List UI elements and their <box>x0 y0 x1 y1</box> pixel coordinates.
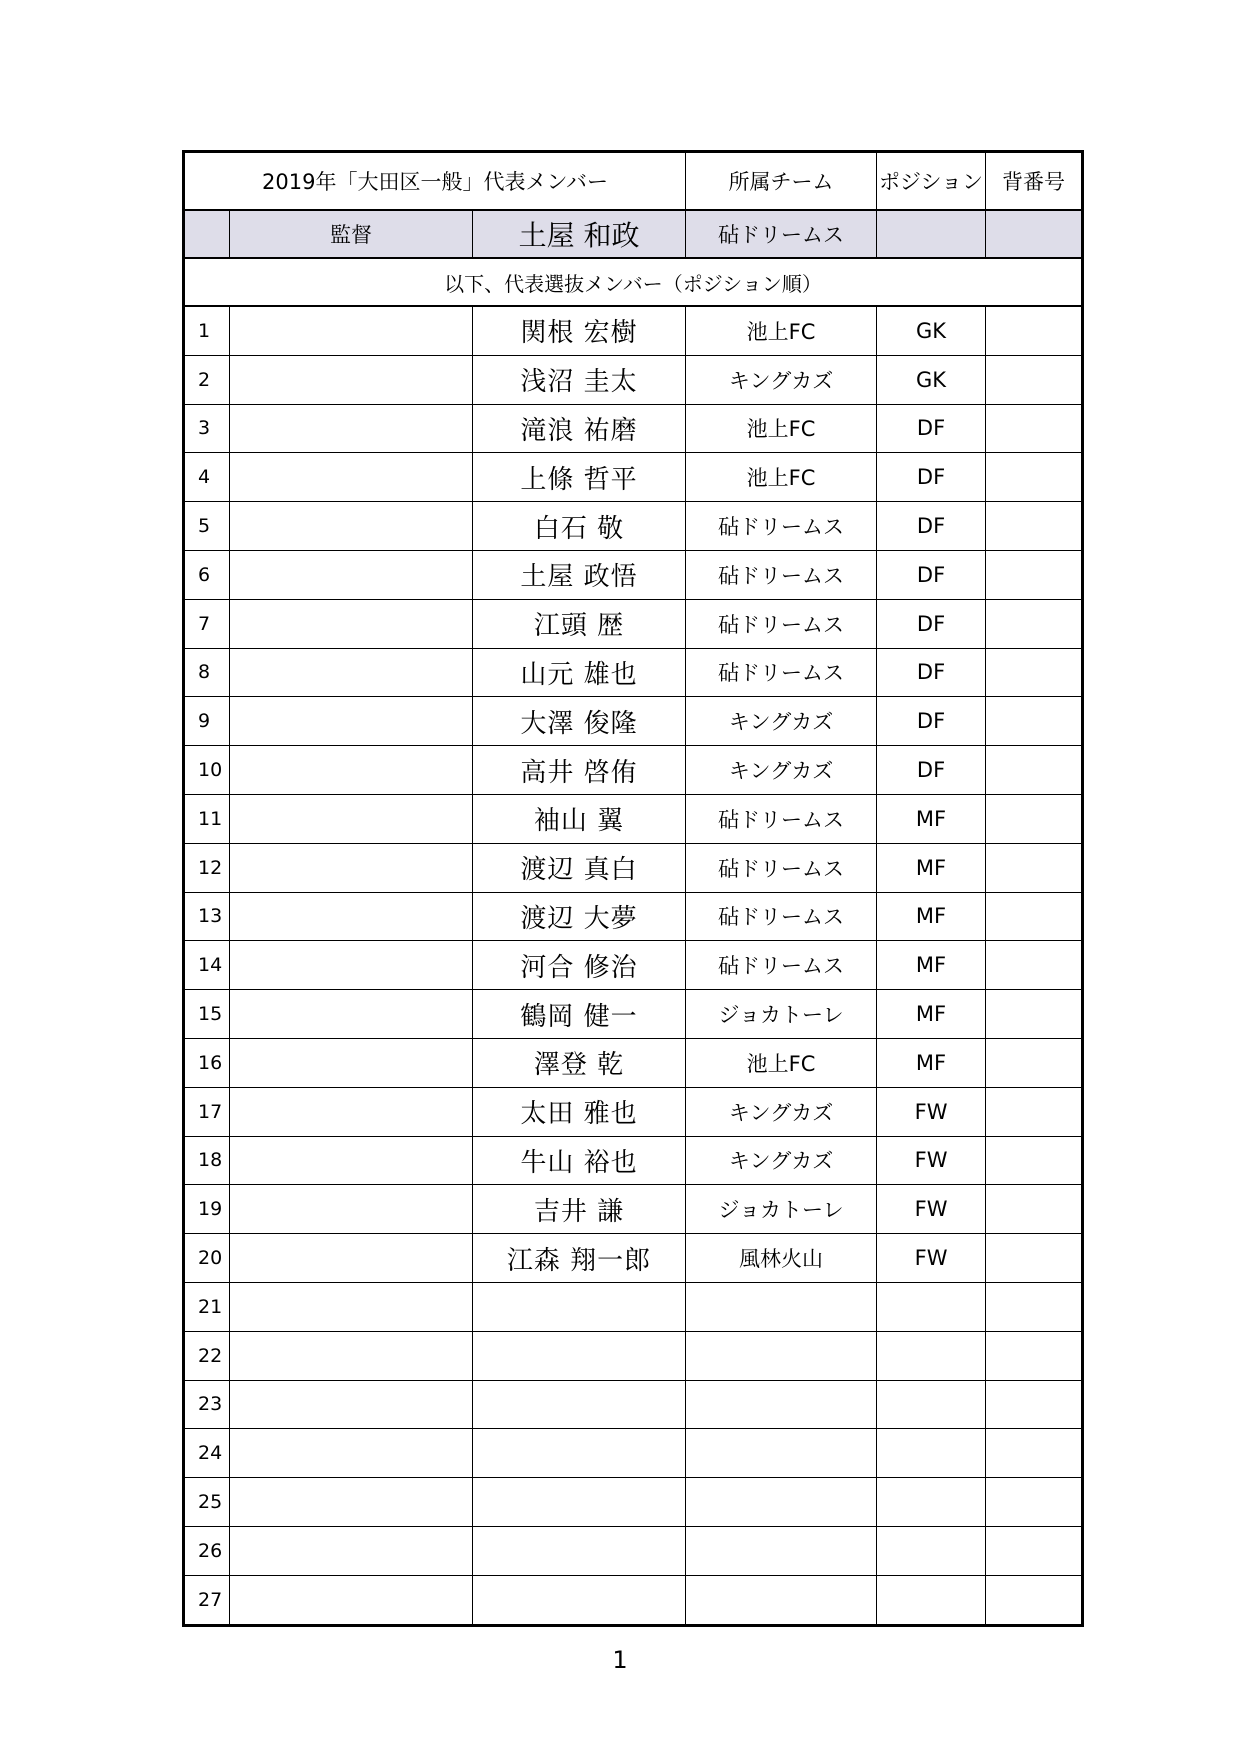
player-note-cell <box>230 1429 473 1478</box>
player-row <box>184 697 1083 746</box>
player-position <box>877 1429 986 1478</box>
player-position <box>877 1575 986 1625</box>
player-team: ジョカトーレ <box>686 990 877 1039</box>
player-name: 土屋 政悟 <box>473 550 686 599</box>
roster-sheet <box>182 150 1081 1627</box>
player-name: 白石 敬 <box>473 502 686 551</box>
coach-row <box>184 210 1083 258</box>
player-shirt-number <box>986 794 1083 843</box>
player-number: 25 <box>184 1478 230 1527</box>
player-note-cell <box>230 648 473 697</box>
player-team: 砧ドリームス <box>686 502 877 551</box>
player-note-cell <box>230 843 473 892</box>
player-number: 20 <box>184 1234 230 1283</box>
player-position: MF <box>877 794 986 843</box>
player-position <box>877 1282 986 1331</box>
player-row <box>184 1380 1083 1429</box>
player-name: 関根 宏樹 <box>473 306 686 355</box>
player-note-cell <box>230 502 473 551</box>
player-position: FW <box>877 1136 986 1185</box>
player-position: FW <box>877 1087 986 1136</box>
player-shirt-number <box>986 1478 1083 1527</box>
player-team: 池上FC <box>686 306 877 355</box>
player-number: 14 <box>184 941 230 990</box>
player-note-cell <box>230 1478 473 1527</box>
player-name: 渡辺 大夢 <box>473 892 686 941</box>
player-shirt-number <box>986 892 1083 941</box>
player-note-cell <box>230 404 473 453</box>
player-row <box>184 892 1083 941</box>
player-note-cell <box>230 306 473 355</box>
coach-position <box>877 210 986 258</box>
player-position: DF <box>877 550 986 599</box>
page-number: 1 <box>612 1646 628 1674</box>
player-position: MF <box>877 892 986 941</box>
player-team: 池上FC <box>686 404 877 453</box>
player-name <box>473 1526 686 1575</box>
player-position: GK <box>877 306 986 355</box>
player-shirt-number <box>986 1038 1083 1087</box>
player-note-cell <box>230 1185 473 1234</box>
player-number: 5 <box>184 502 230 551</box>
player-row <box>184 794 1083 843</box>
player-team: 池上FC <box>686 453 877 502</box>
player-row <box>184 746 1083 795</box>
player-name <box>473 1478 686 1527</box>
player-row <box>184 1282 1083 1331</box>
player-note-cell <box>230 1136 473 1185</box>
player-team <box>686 1478 877 1527</box>
player-position: DF <box>877 599 986 648</box>
player-position: DF <box>877 502 986 551</box>
header-row <box>184 152 1083 211</box>
position-column-header: ポジション <box>877 152 986 211</box>
player-name: 渡辺 真白 <box>473 843 686 892</box>
player-team: 池上FC <box>686 1038 877 1087</box>
player-name: 袖山 翼 <box>473 794 686 843</box>
player-team: 砧ドリームス <box>686 550 877 599</box>
player-team: 砧ドリームス <box>686 843 877 892</box>
player-name: 太田 雅也 <box>473 1087 686 1136</box>
player-number: 6 <box>184 550 230 599</box>
player-shirt-number <box>986 550 1083 599</box>
player-position <box>877 1478 986 1527</box>
player-position: MF <box>877 990 986 1039</box>
player-number: 24 <box>184 1429 230 1478</box>
player-note-cell <box>230 355 473 404</box>
player-team: 砧ドリームス <box>686 648 877 697</box>
player-row <box>184 453 1083 502</box>
player-shirt-number <box>986 648 1083 697</box>
player-shirt-number <box>986 746 1083 795</box>
player-row <box>184 599 1083 648</box>
player-shirt-number <box>986 1575 1083 1625</box>
player-row <box>184 1234 1083 1283</box>
player-shirt-number <box>986 1282 1083 1331</box>
player-name <box>473 1282 686 1331</box>
player-number: 7 <box>184 599 230 648</box>
player-name: 澤登 乾 <box>473 1038 686 1087</box>
player-number: 11 <box>184 794 230 843</box>
player-note-cell <box>230 794 473 843</box>
player-row <box>184 306 1083 355</box>
player-shirt-number <box>986 502 1083 551</box>
player-number: 27 <box>184 1575 230 1625</box>
player-name: 浅沼 圭太 <box>473 355 686 404</box>
player-number: 21 <box>184 1282 230 1331</box>
player-shirt-number <box>986 1526 1083 1575</box>
roster-table <box>182 150 1084 1627</box>
player-number: 12 <box>184 843 230 892</box>
player-row <box>184 1038 1083 1087</box>
player-number: 9 <box>184 697 230 746</box>
player-note-cell <box>230 892 473 941</box>
coach-num-cell <box>184 210 230 258</box>
player-team: 砧ドリームス <box>686 892 877 941</box>
player-note-cell <box>230 1331 473 1380</box>
player-number: 22 <box>184 1331 230 1380</box>
player-number: 2 <box>184 355 230 404</box>
player-shirt-number <box>986 1087 1083 1136</box>
player-note-cell <box>230 941 473 990</box>
player-name <box>473 1380 686 1429</box>
player-number: 8 <box>184 648 230 697</box>
player-position: DF <box>877 648 986 697</box>
player-name <box>473 1429 686 1478</box>
player-position: DF <box>877 697 986 746</box>
player-name: 上條 哲平 <box>473 453 686 502</box>
player-team <box>686 1575 877 1625</box>
player-name: 高井 啓侑 <box>473 746 686 795</box>
player-note-cell <box>230 550 473 599</box>
player-row <box>184 1185 1083 1234</box>
player-team: キングカズ <box>686 1087 877 1136</box>
player-row <box>184 502 1083 551</box>
player-row <box>184 355 1083 404</box>
player-shirt-number <box>986 843 1083 892</box>
player-name: 大澤 俊隆 <box>473 697 686 746</box>
player-shirt-number <box>986 1331 1083 1380</box>
player-note-cell <box>230 1087 473 1136</box>
coach-shirt <box>986 210 1083 258</box>
player-name: 吉井 謙 <box>473 1185 686 1234</box>
player-position: DF <box>877 453 986 502</box>
player-number: 26 <box>184 1526 230 1575</box>
player-note-cell <box>230 599 473 648</box>
player-name: 河合 修治 <box>473 941 686 990</box>
player-row <box>184 1331 1083 1380</box>
player-number: 13 <box>184 892 230 941</box>
player-team: キングカズ <box>686 355 877 404</box>
player-name: 鶴岡 健一 <box>473 990 686 1039</box>
player-shirt-number <box>986 1380 1083 1429</box>
player-note-cell <box>230 1526 473 1575</box>
player-note-cell <box>230 1234 473 1283</box>
player-row <box>184 990 1083 1039</box>
player-name <box>473 1331 686 1380</box>
player-row <box>184 941 1083 990</box>
player-row <box>184 1575 1083 1625</box>
player-note-cell <box>230 990 473 1039</box>
player-shirt-number <box>986 697 1083 746</box>
shirt-number-column-header: 背番号 <box>986 152 1083 211</box>
player-team: ジョカトーレ <box>686 1185 877 1234</box>
player-row <box>184 1087 1083 1136</box>
player-team <box>686 1282 877 1331</box>
player-number: 3 <box>184 404 230 453</box>
player-row <box>184 550 1083 599</box>
player-row <box>184 648 1083 697</box>
player-position <box>877 1380 986 1429</box>
selection-note: 以下、代表選抜メンバー（ポジション順） <box>184 258 1083 306</box>
player-position: DF <box>877 746 986 795</box>
player-shirt-number <box>986 453 1083 502</box>
player-team <box>686 1331 877 1380</box>
player-position <box>877 1526 986 1575</box>
player-shirt-number <box>986 1234 1083 1283</box>
player-number: 15 <box>184 990 230 1039</box>
coach-name: 土屋 和政 <box>473 210 686 258</box>
player-row <box>184 1429 1083 1478</box>
player-number: 16 <box>184 1038 230 1087</box>
player-number: 10 <box>184 746 230 795</box>
player-shirt-number <box>986 306 1083 355</box>
player-note-cell <box>230 1575 473 1625</box>
coach-team: 砧ドリームス <box>686 210 877 258</box>
player-team <box>686 1526 877 1575</box>
player-number: 18 <box>184 1136 230 1185</box>
player-team: 砧ドリームス <box>686 941 877 990</box>
player-name: 牛山 裕也 <box>473 1136 686 1185</box>
selection-note-row <box>184 258 1083 306</box>
player-position: FW <box>877 1234 986 1283</box>
player-position: GK <box>877 355 986 404</box>
player-row <box>184 1478 1083 1527</box>
player-position: FW <box>877 1185 986 1234</box>
player-team: キングカズ <box>686 697 877 746</box>
player-name: 江森 翔一郎 <box>473 1234 686 1283</box>
player-team <box>686 1380 877 1429</box>
player-shirt-number <box>986 1136 1083 1185</box>
player-shirt-number <box>986 404 1083 453</box>
player-row <box>184 1526 1083 1575</box>
player-shirt-number <box>986 941 1083 990</box>
player-shirt-number <box>986 990 1083 1039</box>
player-row <box>184 843 1083 892</box>
player-number: 23 <box>184 1380 230 1429</box>
player-position: MF <box>877 1038 986 1087</box>
player-shirt-number <box>986 355 1083 404</box>
player-position: MF <box>877 843 986 892</box>
player-position <box>877 1331 986 1380</box>
player-team: キングカズ <box>686 746 877 795</box>
player-row <box>184 1136 1083 1185</box>
player-name: 滝浪 祐磨 <box>473 404 686 453</box>
team-column-header: 所属チーム <box>686 152 877 211</box>
player-team: 砧ドリームス <box>686 794 877 843</box>
coach-role: 監督 <box>230 210 473 258</box>
player-note-cell <box>230 746 473 795</box>
player-number: 17 <box>184 1087 230 1136</box>
roster-title: 2019年「大田区一般」代表メンバー <box>184 152 686 211</box>
player-name: 山元 雄也 <box>473 648 686 697</box>
player-team: 風林火山 <box>686 1234 877 1283</box>
player-number: 4 <box>184 453 230 502</box>
player-row <box>184 404 1083 453</box>
player-team: キングカズ <box>686 1136 877 1185</box>
player-shirt-number <box>986 1185 1083 1234</box>
player-name: 江頭 歴 <box>473 599 686 648</box>
player-team <box>686 1429 877 1478</box>
player-shirt-number <box>986 1429 1083 1478</box>
player-number: 1 <box>184 306 230 355</box>
player-position: DF <box>877 404 986 453</box>
player-team: 砧ドリームス <box>686 599 877 648</box>
player-name <box>473 1575 686 1625</box>
player-note-cell <box>230 453 473 502</box>
player-shirt-number <box>986 599 1083 648</box>
player-note-cell <box>230 1282 473 1331</box>
player-note-cell <box>230 697 473 746</box>
player-note-cell <box>230 1380 473 1429</box>
player-number: 19 <box>184 1185 230 1234</box>
player-position: MF <box>877 941 986 990</box>
player-note-cell <box>230 1038 473 1087</box>
